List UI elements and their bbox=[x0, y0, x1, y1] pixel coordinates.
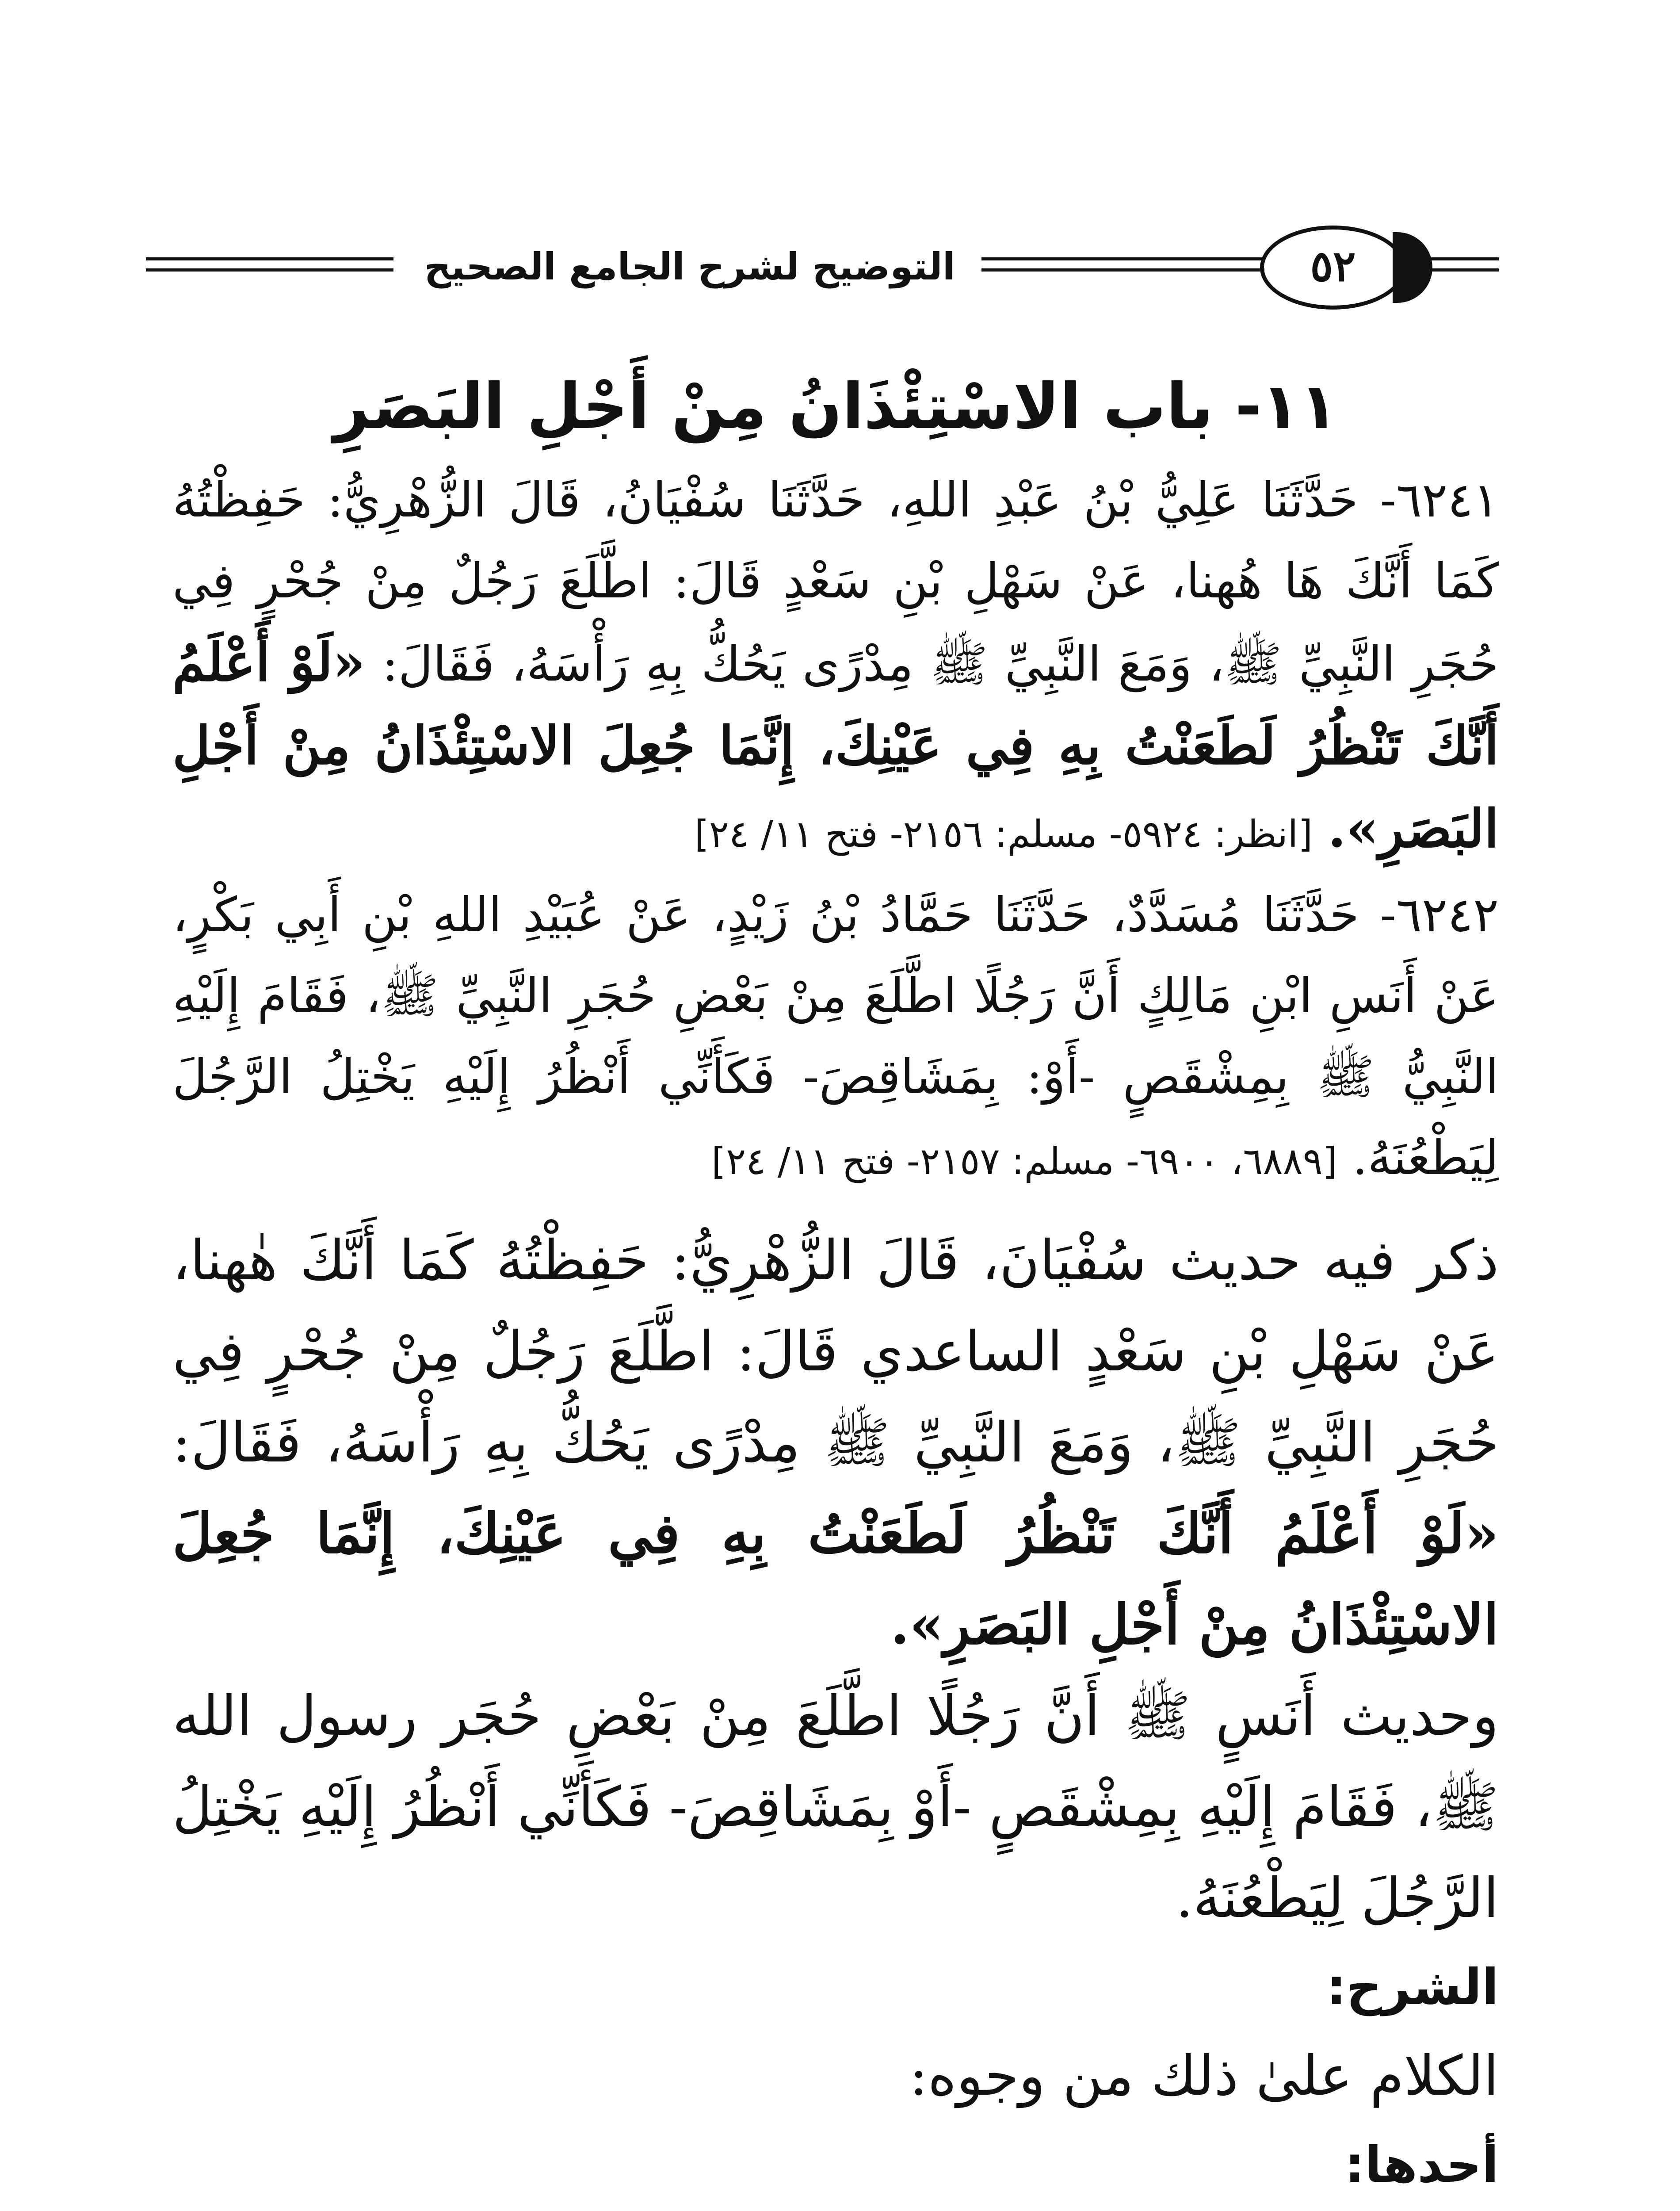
commentary-paragraph-2: وحديث أَنَسٍ ﷺ أَنَّ رَجُلًا اطَّلَعَ مِنْ بَعْضِ حُجَر رسول الله ﷺ، فَقَامَ إِلَيْهِ بِمِشْقَصٍ -أَوْ بِمَشَاقِصَ- فَكَأَنِّي أَنْظُرُ إِلَيْهِ يَخْتِلُ الرَّجُلَ لِيَطْعُنَهُ. bbox=[172, 1684, 1499, 1930]
page-number: ٥٢ bbox=[1260, 226, 1406, 310]
commentary-paragraph-1 bbox=[172, 1215, 1499, 1671]
commentary-paragraph-1-text: ذكر فيه حديث سُفْيَانَ، قَالَ الزُّهْرِيُّ: حَفِظْتُهُ كَمَا أَنَّكَ هٰهنا، عَنْ سَهْلِ بْنِ سَعْدٍ الساعدي قَالَ: اطَّلَعَ رَجُلٌ مِنْ جُحْرٍ فِي حُجَرِ النَّبِيِّ ﷺ، وَمَعَ النَّبِيِّ ﷺ مِدْرًى يَحُكُّ بِهِ رَأْسَهُ، فَقَالَ: bbox=[172, 1229, 1499, 1475]
running-title: التوضيح لشرح الجامع الصحيح bbox=[424, 245, 955, 288]
header-rule-middle bbox=[981, 257, 1264, 272]
hadith-6242-reference: [٦٨٨٩، ٦٩٠٠- مسلم: ٢١٥٧- فتح ١١/ ٢٤] bbox=[711, 1140, 1337, 1183]
chapter-title: ١١- باب الاسْتِئْذَانُ مِنْ أَجْلِ البَصَرِ bbox=[333, 370, 1338, 443]
hadith-6241 bbox=[172, 460, 1499, 875]
hadith-6241-reference: [انظر: ٥٩٢٤- مسلم: ٢١٥٦- فتح ١١/ ٢٤] bbox=[694, 812, 1313, 856]
commentary-paragraph-3 bbox=[172, 2208, 1499, 2211]
hadith-6241-text: ٦٢٤١- حَدَّثَنَا عَلِيُّ بْنُ عَبْدِ اللهِ، حَدَّثَنَا سُفْيَانُ، قَالَ الزُّهْرِيُّ: حَفِظْتُهُ كَمَا أَنَّكَ هَا هُهنا، عَنْ سَهْلِ بْنِ سَعْدٍ قَالَ: اطَّلَعَ رَجُلٌ مِنْ جُحْرٍ فِي حُجَرِ النَّبِيِّ ﷺ، وَمَعَ النَّبِيِّ ﷺ مِدْرًى يَحُكُّ بِهِ رَأْسَهُ، فَقَالَ: bbox=[172, 473, 1499, 692]
commentary-intro: الكلام علىٰ ذلك من وجوه: bbox=[909, 2044, 1499, 2108]
hadith-6242-text: ٦٢٤٢- حَدَّثَنَا مُسَدَّدٌ، حَدَّثَنَا حَمَّادُ بْنُ زَيْدٍ، عَنْ عُبَيْدِ اللهِ بْنِ أَبِي بَكْرٍ، عَنْ أَنَسِ ابْنِ مَالِكٍ أَنَّ رَجُلًا اطَّلَعَ مِنْ بَعْضِ حُجَرِ النَّبِيِّ ﷺ، فَقَامَ إِلَيْهِ النَّبِيُّ ﷺ بِمِشْقَصٍ -أَوْ: بِمَشَاقِصَ- فَكَأَنِّي أَنْظُرُ إِلَيْهِ يَخْتِلُ الرَّجُلَ لِيَطْعُنَهُ. bbox=[172, 887, 1499, 1186]
first-point-heading: أحدها: bbox=[1344, 2136, 1499, 2194]
hadith-6241-quote: «لَوْ أَعْلَمُ أَنَّكَ تَنْظُرُ لَطَعَنْتُ بِهِ فِي عَيْنِكَ، إِنَّمَا جُعِلَ الاسْتِئْذَانُ مِنْ أَجْلِ البَصَرِ». bbox=[172, 631, 1499, 859]
page-number-ornament bbox=[1393, 232, 1432, 303]
running-header bbox=[146, 217, 1499, 323]
sharh-heading: الشرح: bbox=[1326, 1959, 1499, 2016]
header-rule-left bbox=[146, 257, 393, 272]
commentary-paragraph-1-quote: «لَوْ أَعْلَمُ أَنَّكَ تَنْظُرُ لَطَعَنْتُ بِهِ فِي عَيْنِكَ، إِنَّمَا جُعِلَ الاسْتِئْذَانُ مِنْ أَجْلِ البَصَرِ». bbox=[172, 1502, 1499, 1657]
header-rule-right bbox=[1428, 257, 1499, 272]
page-body bbox=[172, 363, 1499, 2211]
hadith-6242 bbox=[172, 875, 1499, 1202]
